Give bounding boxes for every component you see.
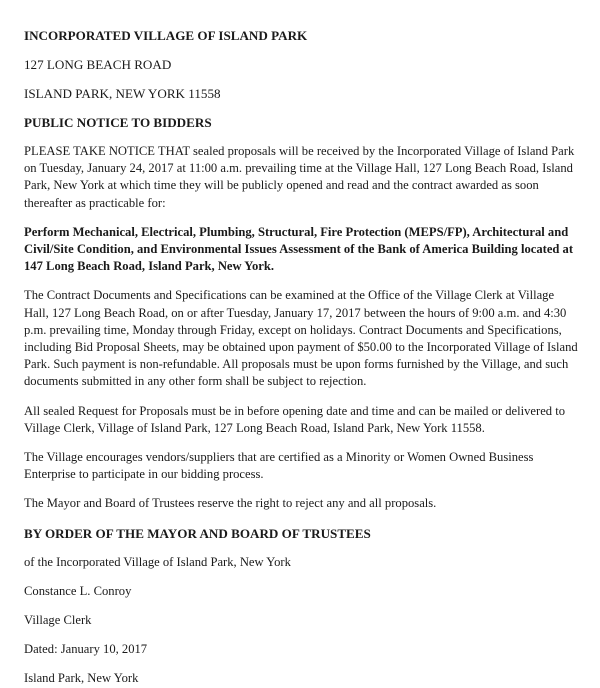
contract-documents-paragraph: The Contract Documents and Specifications can be examined at the Office of the Village Clerk at Village Hall, 127 Long Beach Road, on or after Tuesday, January 17, 2017 between the hours of 9:00 a.m. and 4:30 p.m. prevailing time, Monday through Friday, except on holidays. Contract Documents and Specifications, including Bid Proposal Sheets, may be obtained upon payment of $50.00 to the Incorporated Village of Island Park. Such payment is non-refundable. All proposals must be upon forms furnished by the Village, and such documents submitted in any other form shall be subject to rejection. [24,288,578,389]
reservation-paragraph: The Mayor and Board of Trustees reserve the right to reject any and all proposals. [24,496,437,511]
notice-paragraph-intro: PLEASE TAKE NOTICE THAT sealed proposals will be received by the Incorporated Village of Island Park on Tuesday, January 24, 2017 at 11:00 a.m. prevailing time at the Village Hall, 127 Long Beach Road, Island Park, New York at which time they will be publicly opened and read and the contract awarded as soon thereafter as practicable for: [24,144,575,210]
clerk-title: Village Clerk [24,613,92,628]
clerk-name: Constance L. Conroy [24,583,132,598]
dated-line: Dated: January 10, 2017 [24,642,148,657]
address-line-1: 127 LONG BEACH ROAD [24,57,172,72]
order-heading: BY ORDER OF THE MAYOR AND BOARD OF TRUSTEES [24,525,371,541]
submission-paragraph: All sealed Request for Proposals must be in before opening date and time and can be mailed or delivered to Village Clerk, Village of Island Park, 127 Long Beach Road, Island Park, New York 11558. [24,403,566,435]
village-line: of the Incorporated Village of Island Park, New York [24,554,291,569]
address-line-2: ISLAND PARK, NEW YORK 11558 [24,86,221,101]
organization-heading: INCORPORATED VILLAGE OF ISLAND PARK [24,28,308,43]
mwbe-paragraph: The Village encourages vendors/suppliers that are certified as a Minority or Women Owned Business Enterprise to participate in our bidding process. [24,450,534,482]
place-line: Island Park, New York [24,671,139,686]
project-description: Perform Mechanical, Electrical, Plumbing, Structural, Fire Protection (MEPS/FP), Architectural and Civil/Site Condition, and Environmental Issues Assessment of the Bank of America Building located at 147 Long Beach Road, Island Park, New York. [24,224,574,274]
notice-title: PUBLIC NOTICE TO BIDDERS [24,115,212,130]
public-notice-document [24,28,580,688]
